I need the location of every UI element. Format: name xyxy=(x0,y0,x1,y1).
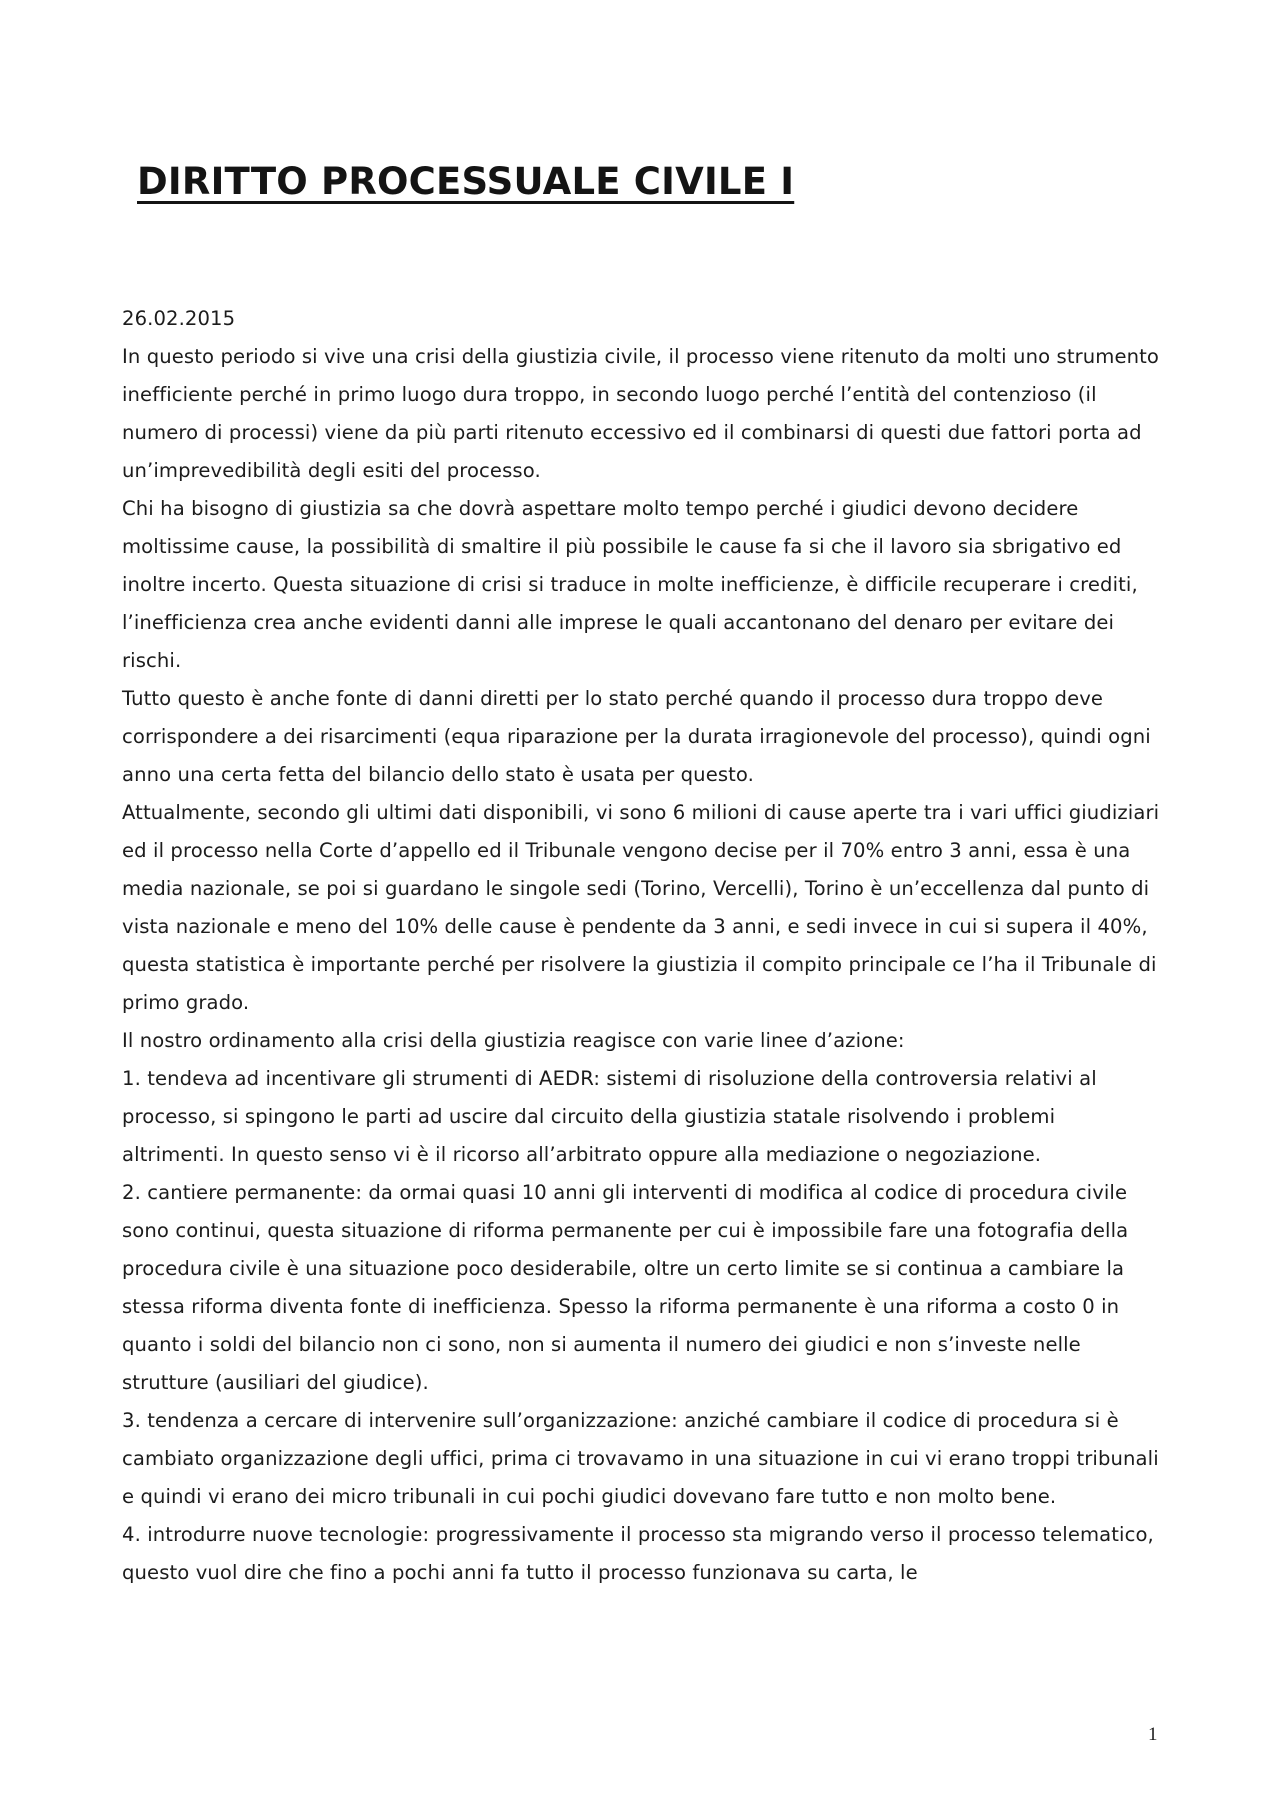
paragraph-crisi: In questo periodo si vive una crisi della giustizia civile, il processo viene ritenuto da molti uno strumento inefficiente perché in primo luogo dura troppo, in secondo luogo perché l’entità del contenzioso (il numero di processi) viene da più parti ritenuto eccessivo ed il combinarsi di questi due fattori porta ad un’imprevedibilità degli esiti del processo. xyxy=(122,345,1160,482)
list-item-tecnologie: 4. introdurre nuove tecnologie: progressivamente il processo sta migrando verso il processo telematico, questo vuol dire che fino a pochi anni fa tutto il processo funzionava su carta, le xyxy=(122,1523,1154,1584)
paragraph-bisogno-giustizia: Chi ha bisogno di giustizia sa che dovrà aspettare molto tempo perché i giudici devono decidere moltissime cause, la possibilità di smaltire il più possibile le cause fa si che il lavoro sia sbrigativo ed inoltre incerto. Questa situazione di crisi si traduce in molte inefficienze, è difficile recuperare i crediti, l’inefficienza crea anche evidenti danni alle imprese le quali accantonano del denaro per evitare dei rischi. xyxy=(122,497,1138,672)
page-number: 1 xyxy=(1148,1724,1158,1745)
document-title: DIRITTO PROCESSUALE CIVILE I xyxy=(137,160,795,203)
list-item-aedr: 1. tendeva ad incentivare gli strumenti di AEDR: sistemi di risoluzione della controversia relativi al processo, si spingono le parti ad uscire dal circuito della giustizia statale risolvendo i problemi altrimenti. In questo senso vi è il ricorso all’arbitrato oppure alla mediazione o negoziazione. xyxy=(122,1067,1097,1166)
list-item-cantiere-permanente: 2. cantiere permanente: da ormai quasi 10 anni gli interventi di modifica al codice di procedura civile sono continui, questa situazione di riforma permanente per cui è impossibile fare una fotografia della procedura civile è una situazione poco desiderabile, oltre un certo limite se si continua a cambiare la stessa riforma diventa fonte di inefficienza. Spesso la riforma permanente è una riforma a costo 0 in quanto i soldi del bilancio non ci sono, non si aumenta il numero dei giudici e non s’investe nelle strutture (ausiliari del giudice). xyxy=(122,1181,1129,1394)
document-date: 26.02.2015 xyxy=(122,307,236,330)
paragraph-linee-azione: Il nostro ordinamento alla crisi della giustizia reagisce con varie linee d’azione: xyxy=(122,1029,905,1052)
list-item-organizzazione: 3. tendenza a cercare di intervenire sull’organizzazione: anziché cambiare il codice di procedura si è cambiato organizzazione degli uffici, prima ci trovavamo in una situazione in cui vi erano troppi tribunali e quindi vi erano dei micro tribunali in cui pochi giudici dovevano fare tutto e non molto bene. xyxy=(122,1409,1159,1508)
paragraph-statistiche: Attualmente, secondo gli ultimi dati disponibili, vi sono 6 milioni di cause aperte tra i vari uffici giudiziari ed il processo nella Corte d’appello ed il Tribunale vengono decise per il 70% entro 3 anni, essa è una media nazionale, se poi si guardano le singole sedi (Torino, Vercelli), Torino è un’eccellenza dal punto di vista nazionale e meno del 10% delle cause è pendente da 3 anni, e sedi invece in cui si supera il 40%, questa statistica è importante perché per risolvere la giustizia il compito principale ce l’ha il Tribunale di primo grado. xyxy=(122,801,1160,1014)
document-body xyxy=(122,300,1162,1592)
paragraph-danni-stato: Tutto questo è anche fonte di danni diretti per lo stato perché quando il processo dura troppo deve corrispondere a dei risarcimenti (equa riparazione per la durata irragionevole del processo), quindi ogni anno una certa fetta del bilancio dello stato è usata per questo. xyxy=(122,687,1151,786)
